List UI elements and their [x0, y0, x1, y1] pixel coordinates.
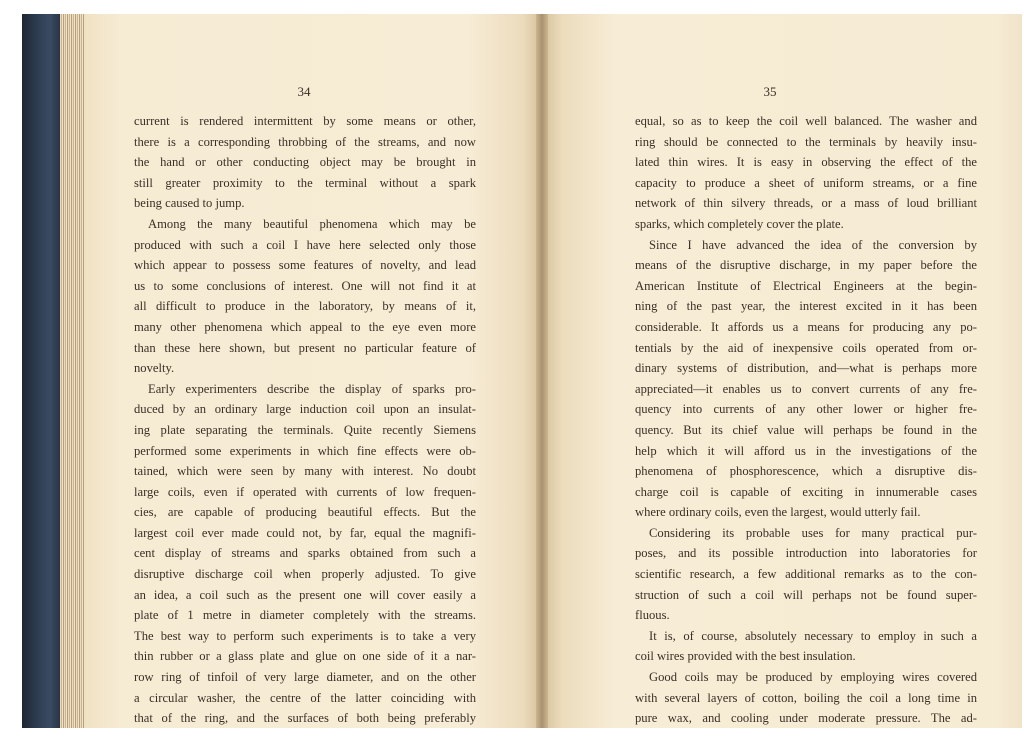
text-line: produced with such a coil I have here selected only those	[134, 237, 476, 252]
text-line: considerable. It affords us a means for producing any po-	[635, 319, 977, 334]
text-line: charge coil is capable of exciting in innumerable cases	[635, 484, 977, 499]
text-line: an idea, a coil such as the present one will cover easily a	[134, 587, 476, 602]
text-line: cies, are capable of producing beautiful effects. But the	[134, 505, 476, 520]
page-edges	[60, 14, 86, 728]
text-line: tained, which were seen by many with interest. No doubt	[134, 464, 476, 479]
right-page	[548, 14, 1022, 728]
text-line: means of the disruptive discharge, in my paper before the	[635, 258, 977, 273]
text-line: performed some experiments in which fine effects were ob-	[134, 443, 476, 458]
text-line: plate of 1 metre in diameter completely with the streams.	[134, 608, 476, 623]
text-line: sparks, which completely cover the plate.	[635, 216, 844, 231]
text-line: poses, and its possible introduction into laboratories for	[635, 546, 977, 561]
text-line: fluous.	[635, 608, 670, 623]
book-cover-edge	[22, 14, 62, 728]
text-line: large coils, even if operated with currents of low frequen-	[134, 484, 476, 499]
text-line: where ordinary coils, even the largest, would utterly fail.	[635, 505, 921, 520]
text-line: quency into currents of any other lower or higher fre-	[635, 402, 977, 417]
text-line: thin rubber or a glass plate and glue on one side of it a nar-	[134, 649, 476, 664]
text-line: largest coil ever made could not, by far, equal the magnifi-	[134, 525, 476, 540]
text-line: lated thin wires. It is easy in observing the effect of the	[635, 155, 977, 170]
left-page-text	[134, 111, 476, 728]
text-line: us to some conclusions of interest. One will not find it at	[134, 278, 476, 293]
text-line: phenomena of phosphorescence, which a disruptive dis-	[635, 464, 977, 479]
book-gutter	[536, 14, 548, 728]
text-line: struction of such a coil will perhaps not be found super-	[635, 587, 977, 602]
text-line: with several layers of cotton, boiling the coil a long time in	[635, 690, 977, 705]
text-line: which appear to possess some features of novelty, and lead	[134, 258, 476, 273]
text-line: current is rendered intermittent by some means or other,	[134, 114, 476, 128]
text-line: ing plate separating the terminals. Quite recently Siemens	[134, 422, 476, 437]
text-line: than these here shown, but present no particular feature of	[134, 340, 476, 355]
text-line: Among the many beautiful phenomena which may be	[148, 216, 476, 231]
text-line: the hand or other conducting object may be brought in	[134, 155, 476, 170]
text-line: American Institute of Electrical Engineers at the begin-	[635, 278, 977, 293]
text-line: many other phenomena which appeal to the eye even more	[134, 319, 476, 334]
text-line: Good coils may be produced by employing wires covered	[649, 670, 977, 685]
text-line: dinary systems of distribution, and—what is perhaps more	[635, 361, 977, 376]
text-line: appreciated—it enables us to convert currents of any fre-	[635, 381, 977, 396]
text-line: still greater proximity to the terminal without a spark	[134, 175, 476, 190]
text-line: cent display of streams and sparks obtained from such a	[134, 546, 476, 561]
text-line: all difficult to produce in the laboratory, by means of it,	[134, 299, 476, 314]
left-page	[84, 14, 536, 728]
right-page-number: 35	[763, 84, 777, 99]
text-line: duced by an ordinary large induction coil upon an insulat-	[134, 402, 476, 417]
text-line: pure wax, and cooling under moderate pressure. The ad-	[635, 711, 977, 726]
text-line: coil wires provided with the best insulation.	[635, 649, 856, 664]
text-line: tentials by the aid of inexpensive coils operated from or-	[635, 340, 977, 355]
text-line: scientific research, a few additional remarks as to the con-	[635, 567, 977, 582]
text-line: equal, so as to keep the coil well balanced. The washer and	[635, 114, 977, 128]
text-line: row ring of tinfoil of very large diameter, and on the other	[134, 670, 476, 685]
text-line: help which it will afford us in the investigations of the	[635, 443, 977, 458]
right-page-text	[635, 111, 977, 728]
text-line: being caused to jump.	[134, 196, 245, 211]
text-line: Early experimenters describe the display of sparks pro-	[148, 381, 476, 396]
text-line: The best way to perform such experiments is to take a very	[134, 628, 476, 643]
text-line: ning of the past year, the interest excited in it has been	[635, 299, 977, 314]
text-line: there is a corresponding throbbing of the streams, and now	[134, 134, 476, 149]
text-line: a circular washer, the centre of the latter coinciding with	[134, 690, 476, 705]
text-line: that of the ring, and the surfaces of both being preferably	[134, 711, 476, 726]
text-line: capacity to produce a sheet of uniform streams, or a fine	[635, 175, 977, 190]
text-line: quency. But its chief value will perhaps be found in the	[635, 422, 977, 437]
text-line: Since I have advanced the idea of the conversion by	[649, 237, 977, 252]
text-line: It is, of course, absolutely necessary to employ in such a	[649, 628, 977, 643]
text-line: network of thin silvery threads, or a mass of loud brilliant	[635, 196, 977, 211]
left-page-number: 34	[297, 84, 311, 99]
text-line: Considering its probable uses for many practical pur-	[649, 525, 977, 540]
text-line: ring should be connected to the terminals by heavily insu-	[635, 134, 977, 149]
text-line: novelty.	[134, 361, 175, 376]
text-line: disruptive discharge coil when properly adjusted. To give	[134, 567, 476, 582]
